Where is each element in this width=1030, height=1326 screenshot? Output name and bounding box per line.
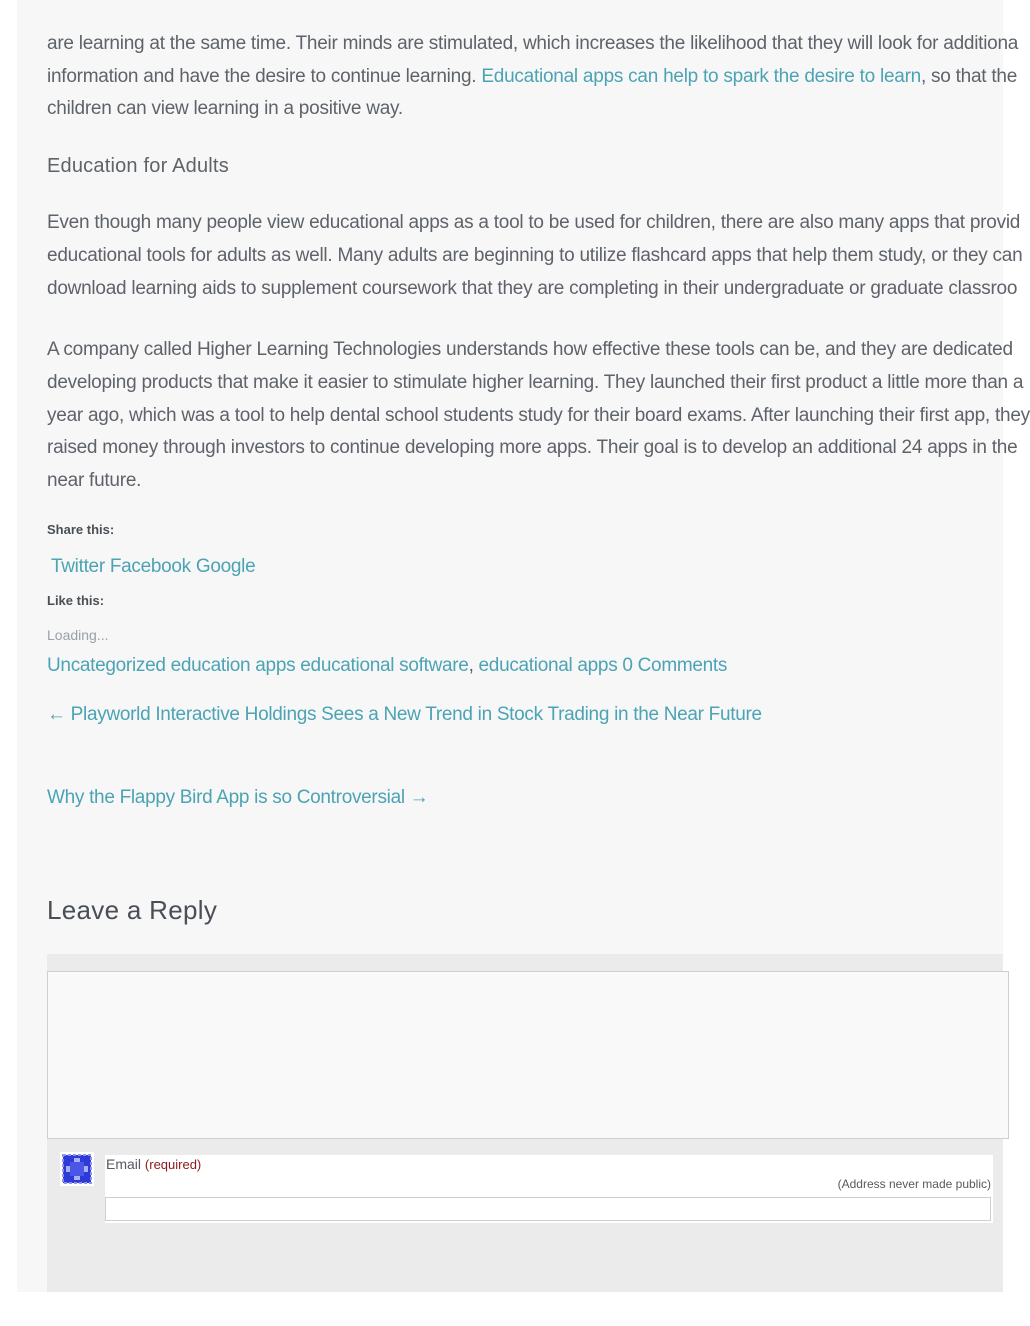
tag-link[interactable]: educational software <box>300 654 469 676</box>
previous-post-nav <box>47 704 1003 726</box>
next-post-link[interactable]: Why the Flappy Bird App is so Controversial → <box>47 786 429 808</box>
email-label-text: Email <box>106 1156 142 1172</box>
tag-separator: , <box>468 654 474 676</box>
paragraph-line: near future. <box>47 470 142 492</box>
paragraph-line <box>47 61 1018 94</box>
spark-desire-link[interactable]: Educational apps can help to spark the desire to learn <box>481 65 921 87</box>
paragraph-line: Even though many people view educational apps as a tool to be used for children, there are also many apps that provid <box>47 212 1021 234</box>
share-twitter-link[interactable]: Twitter <box>51 555 105 577</box>
article-page <box>17 0 1030 1292</box>
paragraph-2 <box>47 207 1023 305</box>
text-segment: , so that the <box>920 65 1018 87</box>
share-facebook-link[interactable]: Facebook <box>109 555 191 577</box>
paragraph-line: year ago, which was a tool to help dental school students study for their board exams. After launching their first app, they <box>47 404 1030 426</box>
paragraph-line: download learning aids to supplement coursework that they are completing in their undergraduate or graduate classroo <box>47 277 1018 299</box>
like-label: Like this: <box>47 592 105 608</box>
share-links <box>47 556 1003 578</box>
tag-link[interactable]: education apps <box>170 654 296 676</box>
email-privacy-note: (Address never made public) <box>837 1177 991 1191</box>
comment-textarea[interactable] <box>47 971 1009 1139</box>
email-label <box>106 1156 201 1172</box>
post-meta <box>47 655 1003 677</box>
email-input[interactable] <box>105 1197 991 1221</box>
section-heading: Education for Adults <box>47 155 229 178</box>
comments-link[interactable]: 0 Comments <box>622 654 728 676</box>
paragraph-line: educational tools for adults as well. Many adults are beginning to utilize flashcard apps that help them study, or they can <box>47 244 1023 266</box>
paragraph-line: raised money through investors to continue developing more apps. Their goal is to develop an additional 24 apps in the <box>47 437 1018 459</box>
comment-form <box>47 954 1003 1292</box>
text-segment: information and have the desire to continue learning. <box>47 65 482 87</box>
paragraph-line: children can view learning in a positive way. <box>47 98 403 120</box>
previous-post-link[interactable]: ← Playworld Interactive Holdings Sees a New Trend in Stock Trading in the Near Future <box>47 703 762 725</box>
paragraph-line: A company called Higher Learning Technologies understands how effective these tools can be, and they are dedicated <box>47 339 1013 361</box>
email-field-group <box>105 1155 993 1223</box>
article-content <box>47 28 1030 926</box>
paragraph-line: are learning at the same time. Their minds are stimulated, which increases the likelihood that they will look for additiona <box>47 33 1019 54</box>
paragraph-line: developing products that make it easier to stimulate higher learning. They launched their first product a little more than a <box>47 371 1024 393</box>
like-loading-text: Loading... <box>47 626 109 643</box>
paragraph-3 <box>47 334 1030 498</box>
avatar-icon <box>60 1152 94 1186</box>
paragraph-1 <box>47 28 1019 126</box>
leave-reply-title: Leave a Reply <box>47 894 218 925</box>
category-link[interactable]: Uncategorized <box>47 654 166 676</box>
next-post-nav <box>47 787 1003 809</box>
comment-identity <box>47 1138 1003 1292</box>
share-label: Share this: <box>47 521 115 537</box>
email-required-text: (required) <box>144 1157 202 1172</box>
share-google-link[interactable]: Google <box>195 555 256 577</box>
tag-link[interactable]: educational apps <box>478 654 618 676</box>
